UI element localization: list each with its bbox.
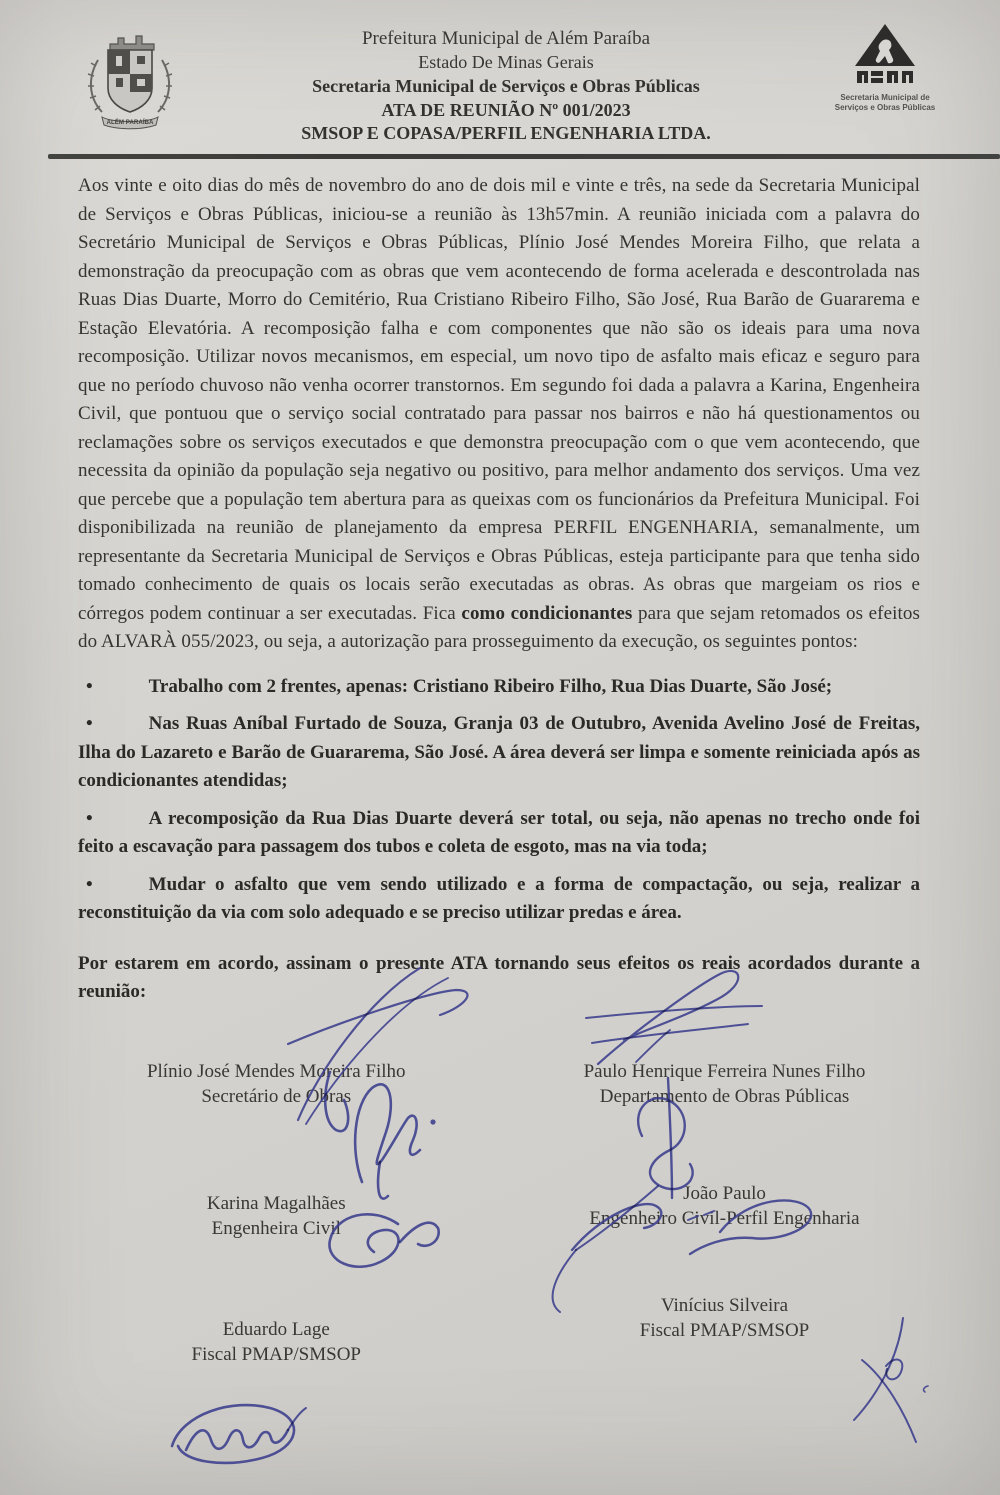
signature-block-vinicius (509, 1293, 940, 1343)
signatory-name: Plínio José Mendes Moreira Filho (146, 1060, 406, 1082)
document-header (0, 0, 1000, 150)
header-parties-line: SMSOP E COPASA/PERFIL ENGENHARIA LTDA. (301, 123, 711, 144)
signature-block-karina (78, 1191, 475, 1241)
header-secretariat-line: Secretaria Municipal de Serviços e Obras Públicas (312, 75, 700, 96)
signatory-title: Departamento de Obras Públicas (599, 1085, 850, 1107)
condition-item (78, 710, 920, 796)
bullet-dot: • (86, 713, 93, 734)
signatory-name: Karina Magalhães (206, 1192, 346, 1214)
bullet-dot: • (86, 675, 93, 697)
condition-item (78, 805, 920, 862)
minutes-paragraph-text: Aos vinte e oito dias do mês de novembro do ano de dois mil e vinte e três, na sede da Secretaria Municipal de Serviços e Obras Públicas, iniciou-se a reunião às 13h57min. A reunião iniciada com a palavra do Secretário Municipal de Serviços e Obras Públicas, Plínio José Mendes Moreira Filho, que relata a demonstração da preocupação com as obras que vem acontecendo de forma acelerada e descontrolada nas Ruas Dias Duarte, Morro do Cemitério, Rua Cristiano Ribeiro Filho, São José, Rua Barão de Guararema e Estação Elevatória. A recomposição falha e com componentes que não são os ideais para uma nova recomposição. Utilizar novos mecanismos, em especial, um novo tipo de asfalto mais eficaz e seguro para que no período chuvoso não venha ocorrer transtornos. Em segundo foi dada a palavra a Karina, Engenheira Civil, que pontuou que o serviço social contratado para passar nos bairros e não há questionamentos ou reclamações sobre os serviços executados e que demonstra preocupação com o que vem acontecendo, que necessita da opinião da população seja negativo ou positivo, para melhor andamento dos serviços. Uma vez que percebe que a população tem abertura para as queixas com os funcionários da Prefeitura Municipal. Foi disponibilizada na reunião de planejamento da empresa PERFIL ENGENHARIA, semanalmente, um representante da Secretaria Municipal de Serviços e Obras Públicas, esteja participante para que tenha sido tomado conhecimento de quais os locais serão executadas as obras. As obras que margeiam os rios e córregos podem continuar a ser executadas. Fica (78, 175, 920, 624)
signature-block-eduardo (78, 1317, 475, 1367)
condition-item (78, 673, 920, 702)
conditions-list (78, 673, 920, 928)
signatory-title: Fiscal PMAP/SMSOP (191, 1343, 361, 1365)
condition-item-text: Mudar o asfalto que vem sendo utilizado e a forma de compactação, ou seja, realizar a reconstituição da via com solo adequado e se preciso utilizar predas e área. (78, 873, 920, 923)
minutes-paragraph-bold-phrase: como condicionantes (461, 602, 633, 624)
bullet-dot: • (86, 807, 93, 829)
signatory-title: Secretário de Obras (201, 1085, 352, 1107)
signature-block-plinio (78, 1059, 475, 1109)
signatory-name: Vinícius Silveira (660, 1294, 789, 1316)
signatory-name: Paulo Henrique Ferreira Nunes Filho (583, 1060, 866, 1082)
secretariat-logo-caption-line2: Serviços e Obras Públicas (834, 103, 936, 112)
crest-banner-text: ALÉM PARAÍBA (106, 119, 154, 126)
condition-item (78, 871, 920, 928)
signature-row (78, 1182, 940, 1241)
header-title-block (186, 22, 826, 146)
minutes-paragraph-text-end: para que sejam retomados os efeitos do ALVARÀ 055/2023, ou seja, a autorização para prosseguimento da execução, os seguintes pontos: (78, 602, 920, 652)
bullet-dot: • (86, 873, 93, 895)
signatory-title: Engenheira Civil (211, 1217, 341, 1239)
closing-statement: Por estarem em acordo, assinam o presente ATA tornando seus efeitos os reais acordados durante a reunião: (78, 952, 920, 1002)
signatory-name: João Paulo (683, 1182, 766, 1204)
worker-triangle-icon (843, 22, 927, 88)
secretariat-logo-caption-line1: Secretaria Municipal de (840, 93, 930, 102)
header-org-line: Prefeitura Municipal de Além Paraíba (361, 28, 651, 49)
condition-item-text: A recomposição da Rua Dias Duarte deverá ser total, ou seja, não apenas no trecho onde foi feito a escavação para passagem dos tubos e coleta de esgoto, mas na via toda; (78, 807, 920, 857)
secretariat-logo (826, 22, 944, 113)
document-body (0, 159, 1000, 1007)
condition-item-text: Trabalho com 2 frentes, apenas: Cristiano Ribeiro Filho, Rua Dias Duarte, São José; (148, 675, 833, 697)
signatory-title: Fiscal PMAP/SMSOP (639, 1319, 810, 1341)
signatory-name: Eduardo Lage (222, 1318, 330, 1340)
signature-row (78, 1294, 940, 1367)
signature-stroke-bottom-left (172, 1405, 306, 1463)
condition-item-text: Nas Ruas Aníbal Furtado de Souza, Granja 03 de Outubro, Avenida Avelino José de Freitas, Ilha do Lazareto e Barão de Guararema, São José. A área deverá ser limpa e somente reiniciada após as condicionantes atendidas; (78, 713, 920, 791)
municipal-coat-of-arms-icon (74, 22, 186, 134)
signature-block-paulo (509, 1059, 940, 1109)
signature-block-joao (509, 1181, 940, 1231)
header-doc-number-line: ATA DE REUNIÃO Nº 001/2023 (381, 99, 631, 120)
signature-row (78, 1059, 940, 1109)
header-state-line: Estado De Minas Gerais (418, 52, 594, 73)
signatory-title: Engenheiro Civil-Perfil Engenharia (589, 1207, 860, 1229)
signatures-section (0, 1059, 1000, 1367)
minutes-paragraph (78, 172, 920, 657)
